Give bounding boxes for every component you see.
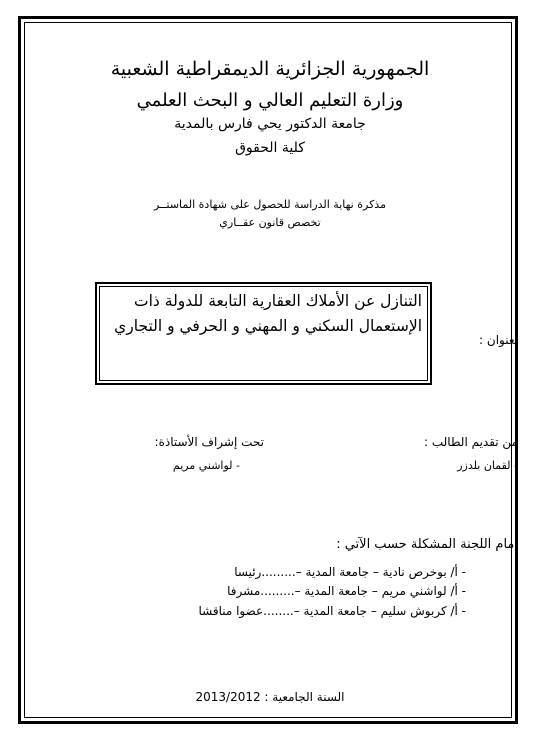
- student-label: من تقديم الطالب :: [423, 435, 518, 449]
- academic-year: السنة الجامعية : 2013/2012: [195, 690, 345, 704]
- memo-purpose: مذكرة نهاية الدراسة للحصول على شهادة الماستــر: [154, 198, 386, 211]
- supervisor-label: تحت إشراف الأستاذة:: [154, 435, 264, 449]
- student-name: - لقمان بلدزر: [457, 459, 518, 472]
- committee-member: - أ/ كربوش سليم – جامعة المدية –........عضوا مناقشا: [198, 604, 466, 618]
- ministry-heading: وزارة التعليم العالي و البحث العلمي: [136, 90, 404, 111]
- thesis-title: التنازل عن الأملاك العقارية التابعة للدولة ذات الإستعمال السكني و المهني و الحرفي و التجاري: [114, 292, 422, 335]
- committee-heading: أمام اللجنة المشكلة حسب الآتي :: [336, 537, 518, 552]
- university-name: جامعة الدكتور يحي فارس بالمدية: [174, 116, 366, 132]
- committee-member: - أ/ لواشني مريم – جامعة المدية –.........مشرفا: [227, 584, 466, 598]
- republic-heading: الجمهورية الجزائرية الديمقراطية الشعبية: [110, 58, 430, 80]
- supervisor-name: - لواشني مريم: [172, 459, 240, 472]
- thesis-title-label: بعنوان :: [479, 333, 518, 347]
- faculty-name: كلية الحقوق: [235, 140, 305, 156]
- memo-specialty: تخصص قانون عقــاري: [219, 216, 321, 229]
- committee-member: - أ/ بوخرص نادية – جامعة المدية –.........رئيسا: [234, 565, 466, 579]
